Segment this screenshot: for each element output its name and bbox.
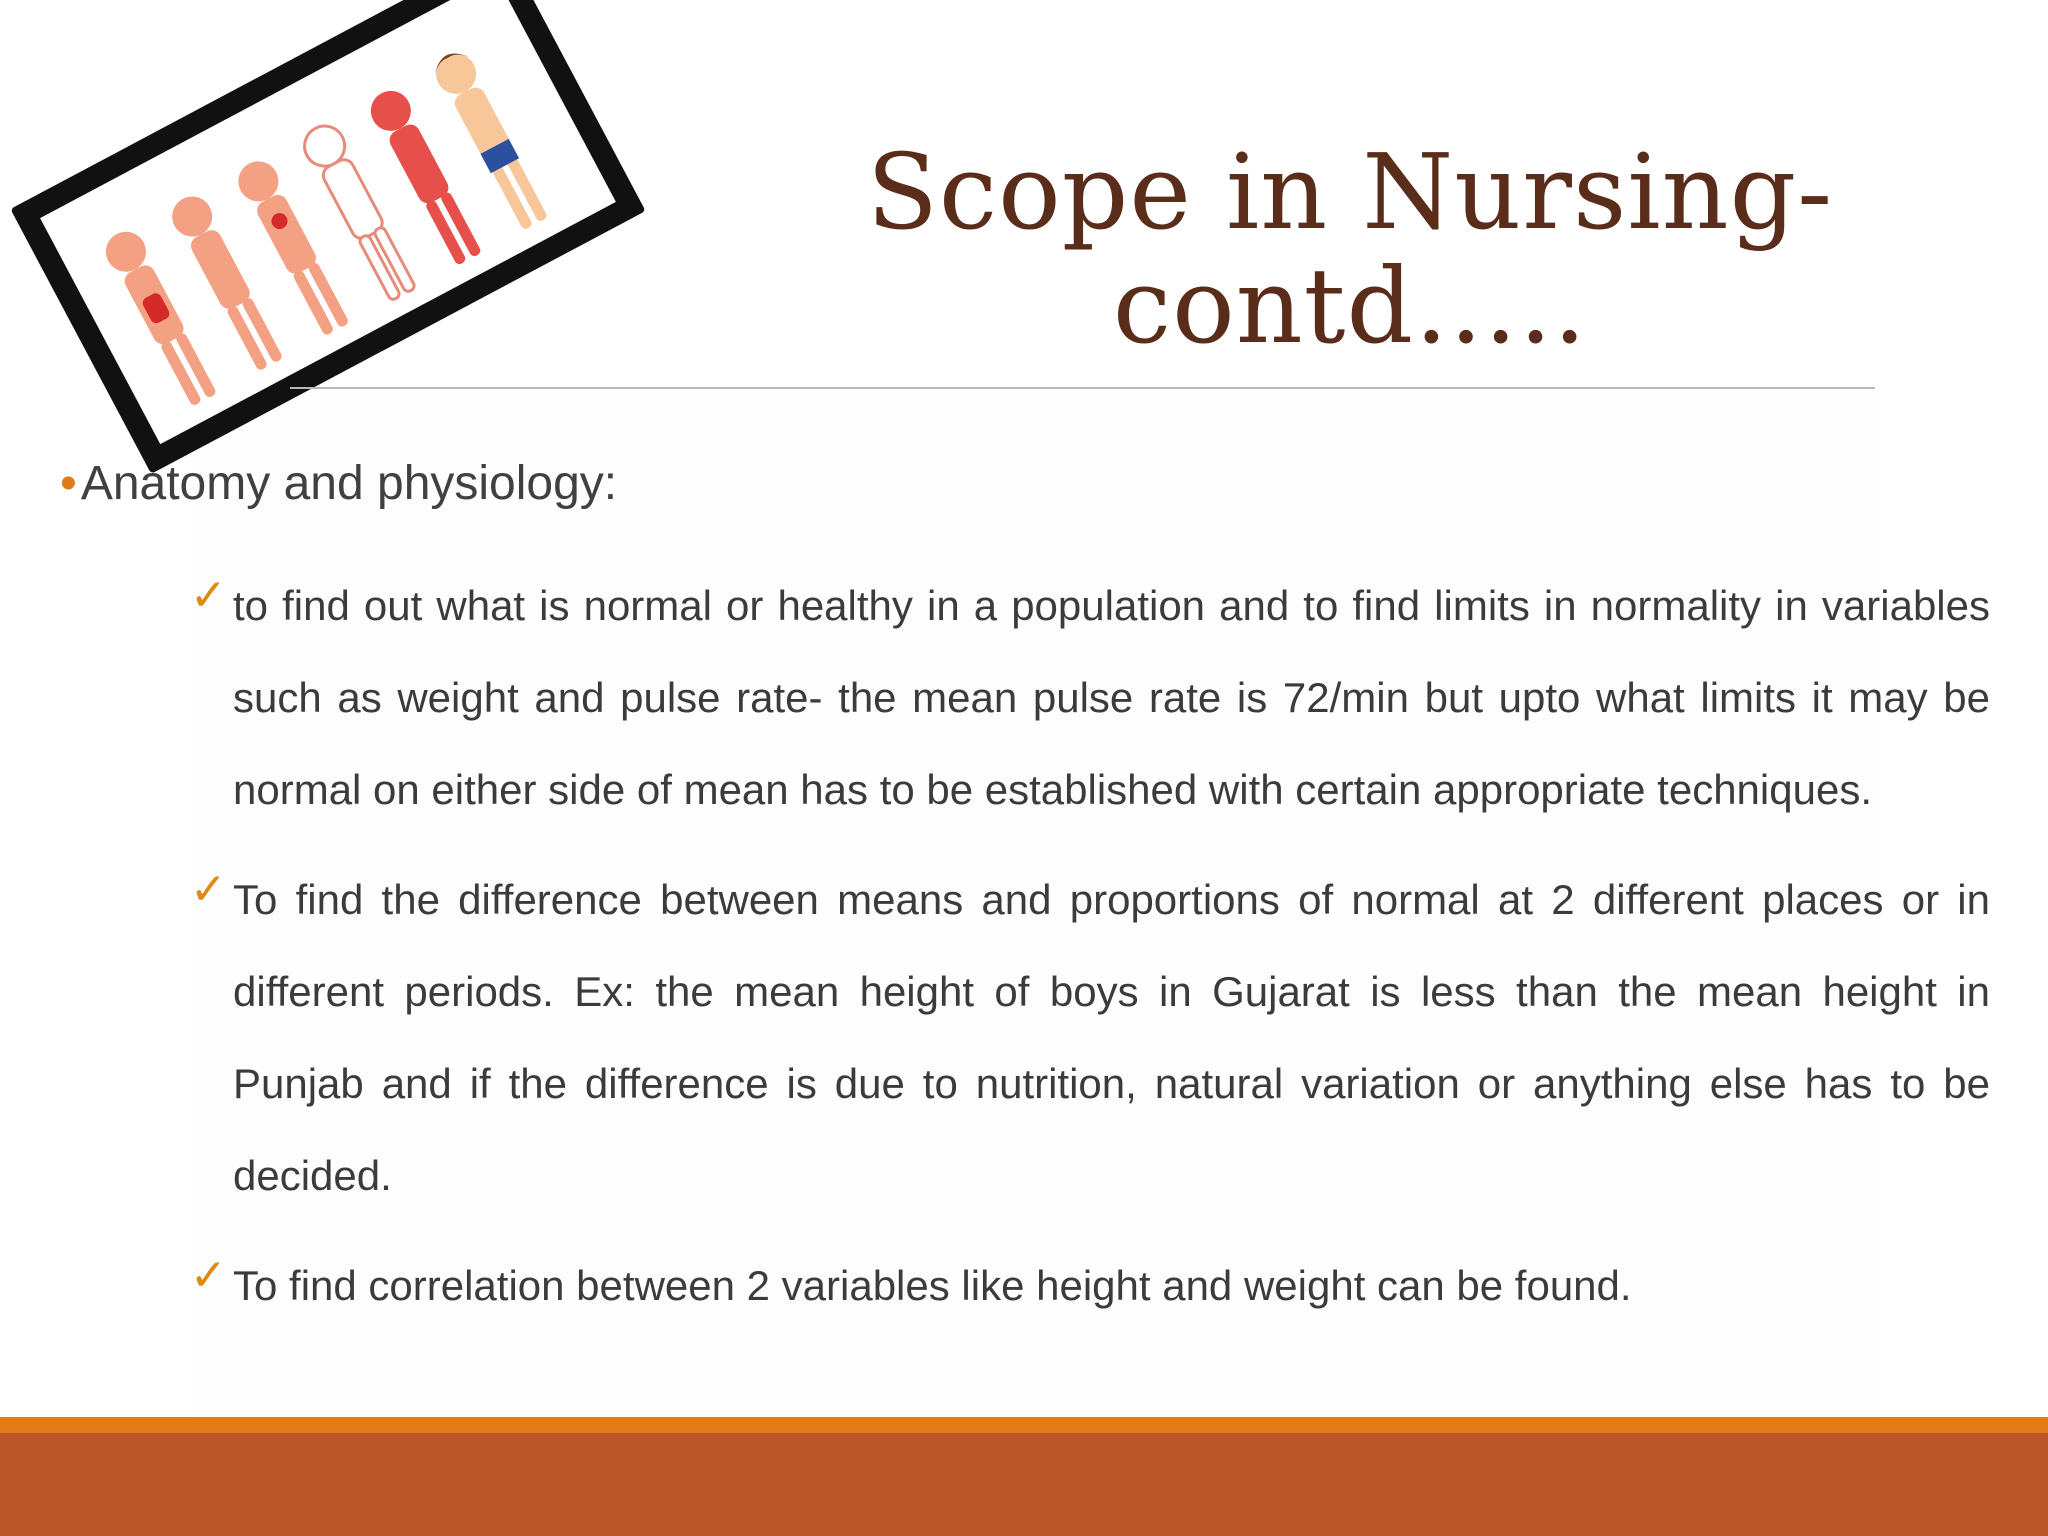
human-body-systems-icon (40, 0, 616, 444)
footer-band (0, 1433, 2048, 1536)
list-item-text: to find out what is normal or healthy in a population and to find limits in normality in variables such as weight and pulse rate- the mean pulse rate is 72/min but upto what limits it may be normal on either side of mean has to be established with certain appropriate techniques. (233, 582, 1990, 813)
footer-accent-bar (0, 1417, 2048, 1433)
checkmark-icon: ✓ (190, 1250, 227, 1301)
main-bullet (60, 456, 617, 511)
sub-bullet-list (190, 560, 1990, 1350)
illustration-frame (40, 0, 616, 444)
main-bullet-text: Anatomy and physiology: (80, 457, 618, 510)
bullet-dot-icon: • (60, 457, 77, 510)
list-item-text: To find the difference between means and proportions of normal at 2 different places or in different periods. Ex: the mean height of boys in Gujarat is less than the mean height in Punjab and if the difference is due to nutrition, natural variation or anything else has to be decided. (233, 876, 1990, 1199)
slide-title (790, 131, 1910, 367)
title-line-2: contd….. (1112, 245, 1588, 367)
list-item (190, 560, 1990, 836)
checkmark-icon: ✓ (190, 864, 227, 915)
list-item-text: To find correlation between 2 variables like height and weight can be found. (233, 1262, 1632, 1309)
checkmark-icon: ✓ (190, 570, 227, 621)
title-line-1: Scope in Nursing- (866, 131, 1834, 253)
list-item (190, 854, 1990, 1222)
title-divider (290, 387, 1875, 389)
list-item (190, 1240, 1990, 1332)
